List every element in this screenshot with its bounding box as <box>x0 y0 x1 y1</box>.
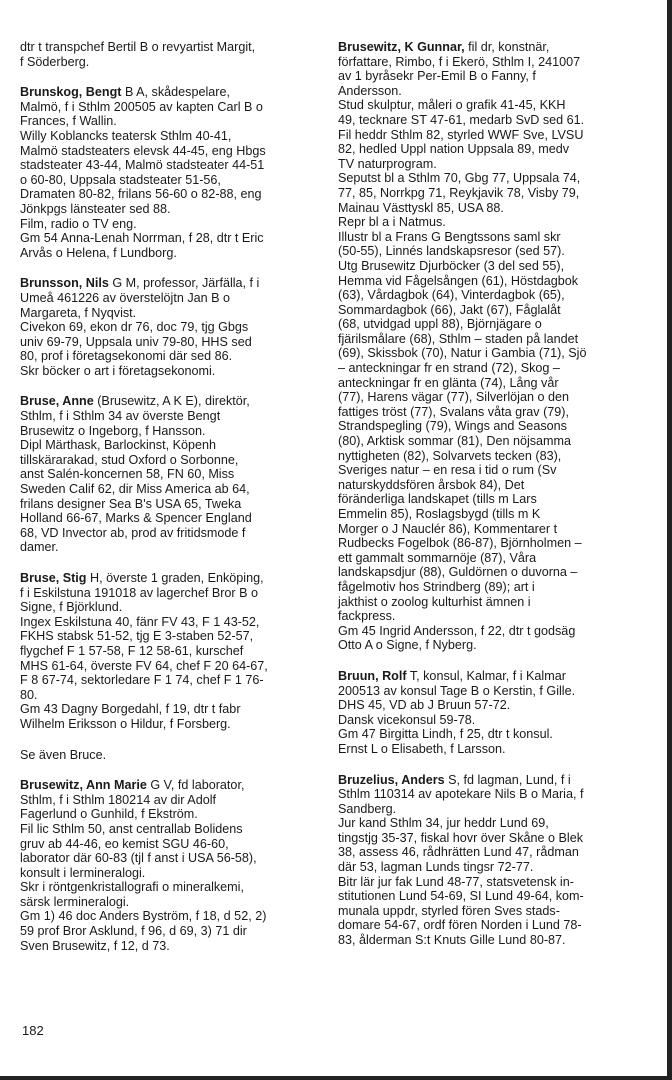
entry-text: Gm 43 Dagny Borgedahl, f 19, dtr t fabr <box>20 702 241 717</box>
entry-brunskog-bengt <box>20 85 316 260</box>
entry-text: särsk lermineralogi. <box>20 894 130 909</box>
entry-heading-line <box>338 773 634 788</box>
entry-text: Umeå 461226 av överstelöjtn Jan B o <box>20 290 231 305</box>
entry-text: 82, hedled Uppl nation Uppsala 89, medv <box>338 142 570 157</box>
entry-text: TV naturprogram. <box>338 156 437 171</box>
entry-text: jakthist o zoolog kulturhist ämnen i <box>338 594 531 609</box>
entry-brusewitz-ann-marie <box>20 778 316 953</box>
entry-text: (77), Harens vägar (77), Silverlöjan o den <box>338 390 569 405</box>
entry-text: 80, prof i företagsekonomi där sed 86. <box>20 349 233 364</box>
entry-text: konsult i lermineralogi. <box>20 865 146 880</box>
entry-text: Jur kand Sthlm 34, jur heddr Lund 69, <box>338 816 549 831</box>
left-column <box>20 40 316 969</box>
entry-text: Civekon 69, ekon dr 76, doc 79, tjg Gbgs <box>20 320 249 335</box>
entry-text: (63), Vårdagbok (64), Vinterdagbok (65), <box>338 288 565 303</box>
entry-text: där 53, lagman Lunds tingsr 72-77. <box>338 860 534 875</box>
entry-text: författare, Rimbo, f i Ekerö, Sthlm I, 241007 <box>338 54 581 69</box>
entry-heading-line <box>20 778 316 793</box>
entry-text: 49, tecknare ST 47-61, medarb SvD sed 61. <box>338 112 585 127</box>
entry-name: Bruun, Rolf <box>338 668 407 683</box>
entry-text: 68, VD Invector ab, prod av fritidsmode f <box>20 525 246 540</box>
entry-text: (68, utvidgad uppl 88), Björnjägare o <box>338 317 542 332</box>
entry-text: Sommardagbok (66), Jakt (67), Fåglalåt <box>338 302 561 317</box>
entry-text: Repr bl a i Natmus. <box>338 215 446 230</box>
entry-text: Utg Brusewitz Djurböcker (3 del sed 55), <box>338 258 565 273</box>
entry-continuation <box>20 748 316 763</box>
entry-heading-line <box>338 40 634 55</box>
entry-text: fil dr, konstnär, <box>468 40 550 54</box>
entry-text: ett gammalt sommarnöje (87), Våra <box>338 550 537 565</box>
entry-text: fattiges tröst (77), Svalans våta grav (79), <box>338 404 569 419</box>
entry-bruun-rolf <box>338 669 634 757</box>
entry-text: fackpress. <box>338 609 396 624</box>
entry-text: G V, fd laborator, <box>150 778 245 793</box>
entry-text: Holland 66-67, Marks & Spencer England <box>20 511 252 526</box>
entry-text: Film, radio o TV eng. <box>20 216 137 231</box>
entry-text: Willy Koblancks teatersk Sthlm 40-41, <box>20 128 232 143</box>
right-column <box>338 40 634 964</box>
entry-text: FKHS stabsk 51-52, tjg E 3-staben 52-57, <box>20 629 254 644</box>
entry-bruse-anne <box>20 394 316 555</box>
entry-text: Hemma vid Fågelsången (61), Höstdagbok <box>338 273 579 288</box>
entry-text: Mainau Västtyskl 85, USA 88. <box>338 200 504 215</box>
entry-name: Brusewitz, K Gunnar, <box>338 40 465 54</box>
entry-text: Andersson. <box>338 83 402 98</box>
entry-text: f i Eskilstuna 191018 av lagerchef Bror B o <box>20 585 259 600</box>
entry-text: nyttigheten (82), Solvarvets tecken (83), <box>338 448 562 463</box>
entry-text: f Söderberg. <box>20 54 90 69</box>
entry-brunsson-nils <box>20 276 316 378</box>
entry-text: munala uppdr, styrled fören Sves stads- <box>338 903 560 918</box>
entry-text: anst Salén-koncernen 58, FN 60, Miss <box>20 467 235 482</box>
entry-text: Signe, f Björklund. <box>20 600 123 615</box>
entry-text: Fil heddr Sthlm 82, styrled WWF Sve, LVSU <box>338 127 584 142</box>
entry-text: Sandberg. <box>338 801 397 816</box>
entry-text: Dansk vicekonsul 59-78. <box>338 712 476 727</box>
entry-text: stadsteater 43-44, Malmö stadsteater 44-51 <box>20 158 265 173</box>
entry-text: DHS 45, VD ab J Bruun 57-72. <box>338 698 511 713</box>
entry-text: Dipl Märthask, Barlockinst, Köpenh <box>20 438 216 453</box>
entry-text: (80), Arktisk sommar (81), Den nöjsamma <box>338 434 572 449</box>
entry-heading-line <box>20 85 316 100</box>
entry-text: Jönkpgs länsteater sed 88. <box>20 201 171 216</box>
entry-text: dtr t transpchef Bertil B o revyartist Margit, <box>20 40 256 54</box>
entry-text: Fil lic Sthlm 50, anst centrallab Bolidens <box>20 821 243 836</box>
entry-text: Emmelin 85), Roslagsbygd (tills m K <box>338 507 541 521</box>
entry-text: H, överste 1 graden, Enköping, <box>89 571 264 585</box>
entry-text: S, fd lagman, Lund, f i <box>448 772 571 787</box>
entry-text: Gm 47 Birgitta Lindh, f 25, dtr t konsul. <box>338 727 553 742</box>
entry-text: (Brusewitz, A K E), direktör, <box>97 394 250 409</box>
entry-text: Sthlm, f i Sthlm 34 av överste Bengt <box>20 409 221 424</box>
entry-text: Rudbecks Fogelbok (86-87), Björnholmen – <box>338 536 582 551</box>
entry-heading-line <box>20 276 316 291</box>
entry-text: Sweden Calif 62, dir Miss America ab 64, <box>20 482 250 497</box>
entry-bruzelius-anders <box>338 773 634 948</box>
entry-text: gruv ab 44-46, eo kemist SGU 46-60, <box>20 836 229 851</box>
entry-heading-line <box>20 571 316 586</box>
scan-edge-bottom <box>0 1076 672 1080</box>
entry-text: 77, 85, Norrkpg 71, Reykjavik 78, Visby 79, <box>338 185 580 200</box>
entry-text: F 8 67-74, sektorledare F 1 74, chef F 1 76- <box>20 673 264 688</box>
entry-heading-line <box>338 669 634 684</box>
entry-text: domare 54-67, ordf fören Norden i Lund 78- <box>338 918 582 933</box>
entry-text: Frances, f Wallin. <box>20 114 117 129</box>
entry-text: Strandspegling (79), Wings and Seasons <box>338 419 567 434</box>
entry-text: tingstjg 35-37, fiskal hovr över Skåne o Blek <box>338 830 584 845</box>
entry-text: laborator där 60-83 (tjl f anst i USA 56-58), <box>20 851 257 866</box>
entry-text: (50-55), Linnés landskapsresor (sed 57). <box>338 244 565 259</box>
entry-text: Gm 45 Ingrid Andersson, f 22, dtr t godsäg <box>338 623 576 638</box>
entry-text: frilans designer Sea B's USA 65, Tweka <box>20 496 242 511</box>
entry-text: – anteckningar fr en strand (72), Skog – <box>338 361 560 376</box>
entry-text: Se även Bruce. <box>20 747 107 762</box>
entry-text: Bitr lär jur fak Lund 48-77, statsvetensk in- <box>338 874 574 889</box>
entry-name: Bruse, Stig <box>20 571 87 585</box>
entry-text: fjärilsmålare (68), Sthlm – staden på landet <box>338 331 579 346</box>
entry-text: Gm 54 Anna-Lenah Norrman, f 28, dtr t Eric <box>20 231 264 246</box>
entry-text: 200513 av konsul Tage B o Kerstin, f Gille. <box>338 683 576 698</box>
entry-text: (69), Skissbok (70), Natur i Gambia (71), Sjö <box>338 346 587 361</box>
entry-brusewitz-k-gunnar <box>338 40 634 653</box>
entry-text: stitutionen Lund 54-69, SI Lund 49-64, kom- <box>338 889 584 904</box>
entry-text: o 60-80, Uppsala stadsteater 51-56, <box>20 172 221 187</box>
entry-text: Margareta, f Nyqvist. <box>20 305 137 320</box>
entry-text: Fagerlund o Gunhild, f Ekström. <box>20 807 198 822</box>
page-number: 182 <box>22 1023 44 1038</box>
entry-heading-line <box>20 394 316 409</box>
entry-text: Malmö stadsteaters elevsk 44-45, eng Hbgs <box>20 143 266 158</box>
entry-text: Sveriges natur – en resa i tid o rum (Sv <box>338 463 557 478</box>
entry-text: Otto A o Signe, f Nyberg. <box>338 638 477 653</box>
entry-text: Gm 1) 46 doc Anders Byström, f 18, d 52, 2) <box>20 909 267 924</box>
entry-text: Morger o J Nauclér 86), Kommentarer t <box>338 521 558 536</box>
entry-name: Brunsson, Nils <box>20 276 109 291</box>
entry-text: Stud skulptur, måleri o grafik 41-45, KKH <box>338 98 566 113</box>
entry-text: Sthlm, f i Sthlm 180214 av dir Adolf <box>20 792 217 807</box>
entry-text: Illustr bl a Frans G Bengtssons saml skr <box>338 229 561 244</box>
entry-name: Bruse, Anne <box>20 394 94 409</box>
entry-text: fågelmotiv hos Strindberg (89); art i <box>338 579 535 594</box>
entry-text: Seputst bl a Sthlm 70, Gbg 77, Uppsala 74, <box>338 171 581 186</box>
entry-text: tillskärarakad, stud Oxford o Sorbonne, <box>20 452 239 467</box>
entry-text: Wilhelm Eriksson o Hildur, f Forsberg. <box>20 716 231 731</box>
entry-text: landskapsdjur (88), Guldörnen o duvorna – <box>338 565 578 580</box>
entry-text: 38, assess 46, rådhrätten Lund 47, rådman <box>338 845 579 860</box>
entry-text: Skr böcker o art i företagsekonomi. <box>20 363 216 378</box>
entry-text: damer. <box>20 540 59 555</box>
entry-text: T, konsul, Kalmar, f i Kalmar <box>409 668 566 683</box>
entry-text: Malmö, f i Sthlm 200505 av kapten Carl B o <box>20 99 263 114</box>
entry-text: 80. <box>20 687 38 702</box>
entry-bruse-stig <box>20 571 316 732</box>
entry-text: 59 prof Bror Asklund, f 96, d 69, 3) 71 dir <box>20 924 247 939</box>
entry-text: av 1 byråsekr Per-Emil B o Fanny, f <box>338 69 536 84</box>
entry-text: Ingex Eskilstuna 40, fänr FV 43, F 1 43-52, <box>20 614 260 629</box>
entry-text: föränderliga landskapet (tills m Lars <box>338 492 537 507</box>
entry-continuation <box>20 40 316 69</box>
entry-text: Dramaten 80-82, frilans 56-60 o 82-88, eng <box>20 187 262 202</box>
entry-text: anteckningar fr en glänta (74), Lång vår <box>338 375 559 390</box>
entry-text: Sven Brusewitz, f 12, d 73. <box>20 938 170 953</box>
entry-text: B A, skådespelare, <box>124 85 230 100</box>
entry-name: Bruzelius, Anders <box>338 772 445 787</box>
entry-name: Brunskog, Bengt <box>20 85 122 100</box>
entry-text: Brusewitz o Ingeborg, f Hansson. <box>20 423 206 438</box>
entry-text: flygchef F 1 57-58, F 12 58-61, kurschef <box>20 643 244 658</box>
entry-text: G M, professor, Järfälla, f i <box>112 276 260 291</box>
entry-text: univ 69-79, Uppsala univ 79-80, HHS sed <box>20 334 252 349</box>
entry-text: Arvås o Helena, f Lundborg. <box>20 245 177 260</box>
entry-text: MHS 61-64, överste FV 64, chef F 20 64-67, <box>20 658 268 673</box>
entry-text: Ernst L o Elisabeth, f Larsson. <box>338 741 506 756</box>
entry-text: 83, ålderman S:t Knuts Gille Lund 80-87. <box>338 933 566 948</box>
entry-text: naturskyddsfören årsbok 84), Det <box>338 477 525 492</box>
entry-text: Skr i röntgenkristallografi o mineralkemi, <box>20 880 244 895</box>
scan-edge-right <box>667 0 672 1080</box>
entry-text: Sthlm 110314 av apotekare Nils B o Maria, f <box>338 787 584 802</box>
entry-name: Brusewitz, Ann Marie <box>20 778 147 793</box>
